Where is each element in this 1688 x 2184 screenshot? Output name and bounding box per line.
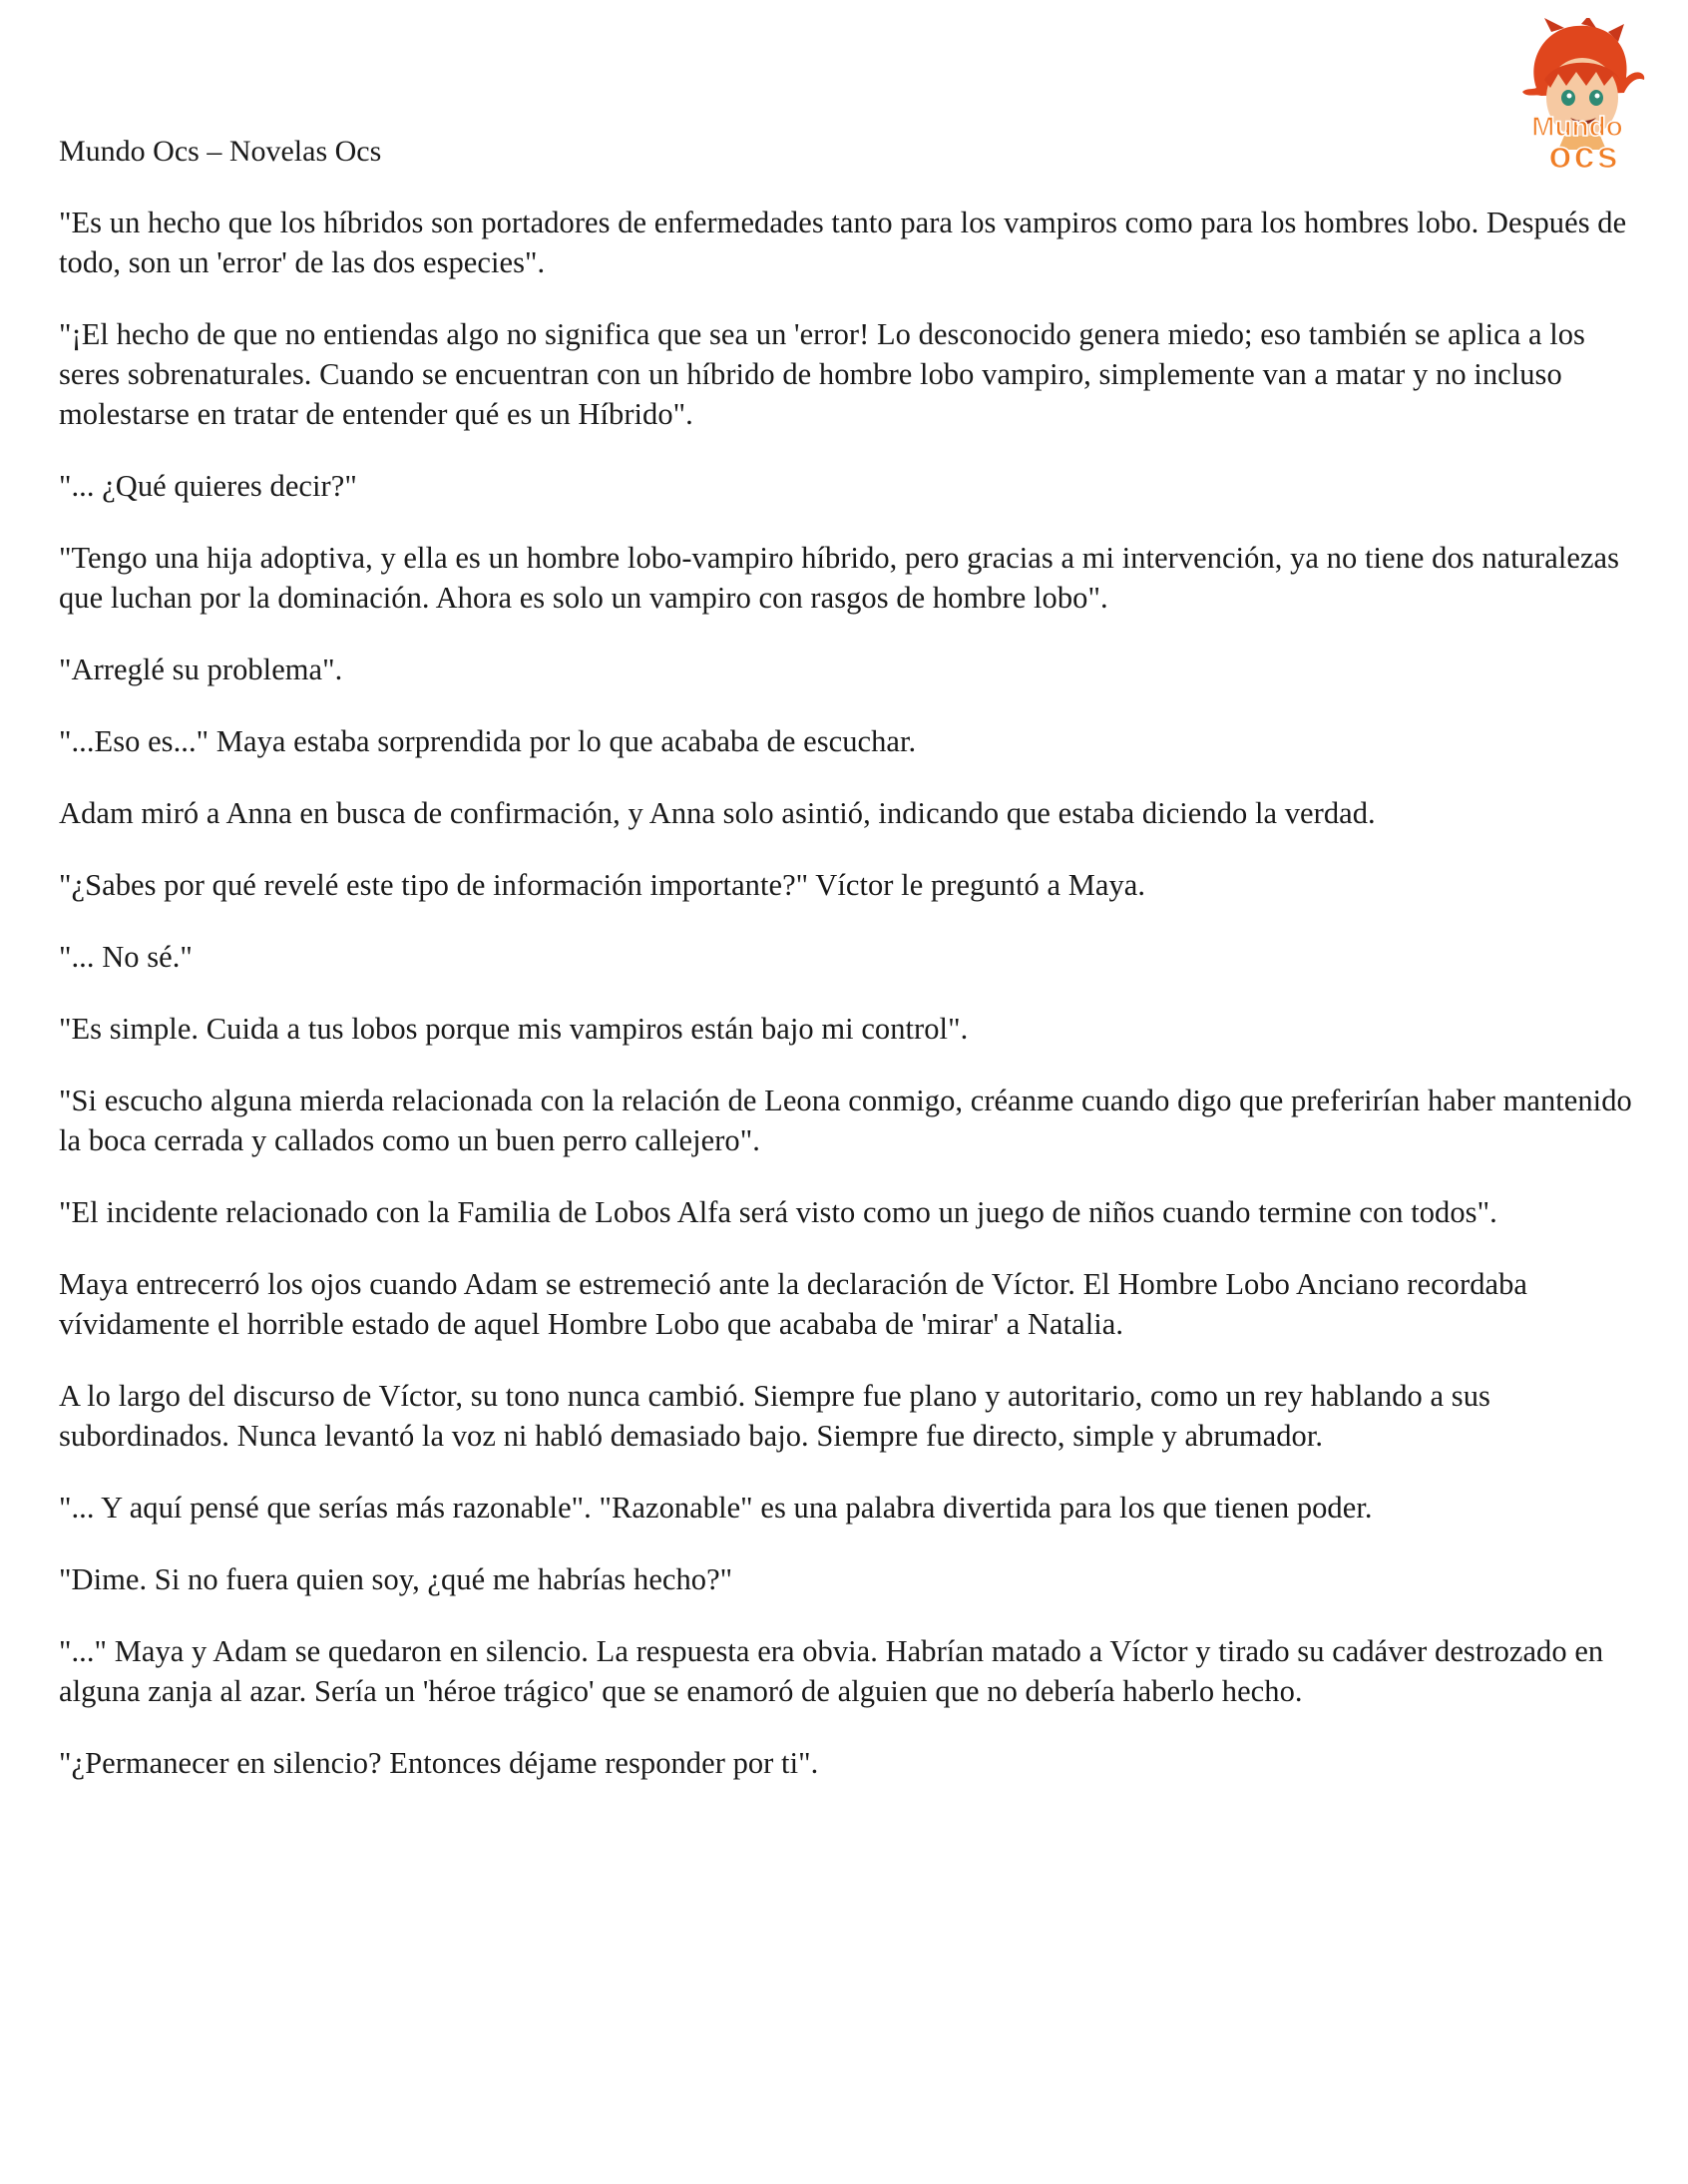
paragraph: Adam miró a Anna en busca de confirmación, y Anna solo asintió, indicando que estaba diciendo la verdad. bbox=[59, 796, 1376, 830]
paragraph: "..." Maya y Adam se quedaron en silencio. La respuesta era obvia. Habrían matado a Víctor y tirado su cadáver destrozado en alguna zanja al azar. Sería un 'héroe trágico' que se enamoró de alguien que no debería haberlo hecho. bbox=[59, 1634, 1604, 1708]
mascot-logo bbox=[1496, 18, 1658, 176]
logo-text-bottom: ocs bbox=[1548, 135, 1620, 176]
paragraph: "Dime. Si no fuera quien soy, ¿qué me habrías hecho?" bbox=[59, 1562, 733, 1596]
paragraph: "¿Sabes por qué revelé este tipo de información importante?" Víctor le preguntó a Maya. bbox=[59, 868, 1146, 902]
paragraph: "... No sé." bbox=[59, 940, 193, 974]
paragraph: "Tengo una hija adoptiva, y ella es un hombre lobo-vampiro híbrido, pero gracias a mi intervención, ya no tiene dos naturalezas que luchan por la dominación. Ahora es solo un vampiro con rasgos de hombre lobo". bbox=[59, 541, 1620, 615]
paragraph: "¡El hecho de que no entiendas algo no significa que sea un 'error! Lo desconocido genera miedo; eso también se aplica a los seres sobrenaturales. Cuando se encuentran con un híbrido de hombre lobo vampiro, simplemente van a matar y no incluso molestarse en tratar de entender qué es un Híbrido". bbox=[59, 317, 1585, 431]
paragraph: "Arreglé su problema". bbox=[59, 653, 343, 686]
paragraph: "...Eso es..." Maya estaba sorprendida por lo que acababa de escuchar. bbox=[59, 724, 917, 758]
document-body bbox=[59, 203, 1640, 1815]
paragraph: "... Y aquí pensé que serías más razonable". "Razonable" es una palabra divertida para los que tienen poder. bbox=[59, 1491, 1373, 1525]
paragraph: Maya entrecerró los ojos cuando Adam se estremeció ante la declaración de Víctor. El Hombre Lobo Anciano recordaba vívidamente el horrible estado de aquel Hombre Lobo que acababa de 'mirar' a Natalia. bbox=[59, 1267, 1527, 1341]
paragraph: "¿Permanecer en silencio? Entonces déjame responder por ti". bbox=[59, 1746, 819, 1780]
paragraph: "... ¿Qué quieres decir?" bbox=[59, 469, 357, 503]
paragraph: "El incidente relacionado con la Familia de Lobos Alfa será visto como un juego de niños cuando termine con todos". bbox=[59, 1195, 1497, 1229]
page-header: Mundo Ocs – Novelas Ocs bbox=[59, 135, 382, 168]
paragraph: "Es un hecho que los híbridos son portadores de enfermedades tanto para los vampiros como para los hombres lobo. Después de todo, son un 'error' de las dos especies". bbox=[59, 206, 1627, 279]
logo-text-top: Mundo bbox=[1531, 111, 1623, 142]
paragraph: A lo largo del discurso de Víctor, su tono nunca cambió. Siempre fue plano y autoritario, como un rey hablando a sus subordinados. Nunca levantó la voz ni habló demasiado bajo. Siempre fue directo, simple y abrumador. bbox=[59, 1379, 1490, 1453]
paragraph: "Es simple. Cuida a tus lobos porque mis vampiros están bajo mi control". bbox=[59, 1012, 969, 1046]
paragraph: "Si escucho alguna mierda relacionada con la relación de Leona conmigo, créanme cuando digo que preferirían haber mantenido la boca cerrada y callados como un buen perro callejero". bbox=[59, 1084, 1632, 1157]
